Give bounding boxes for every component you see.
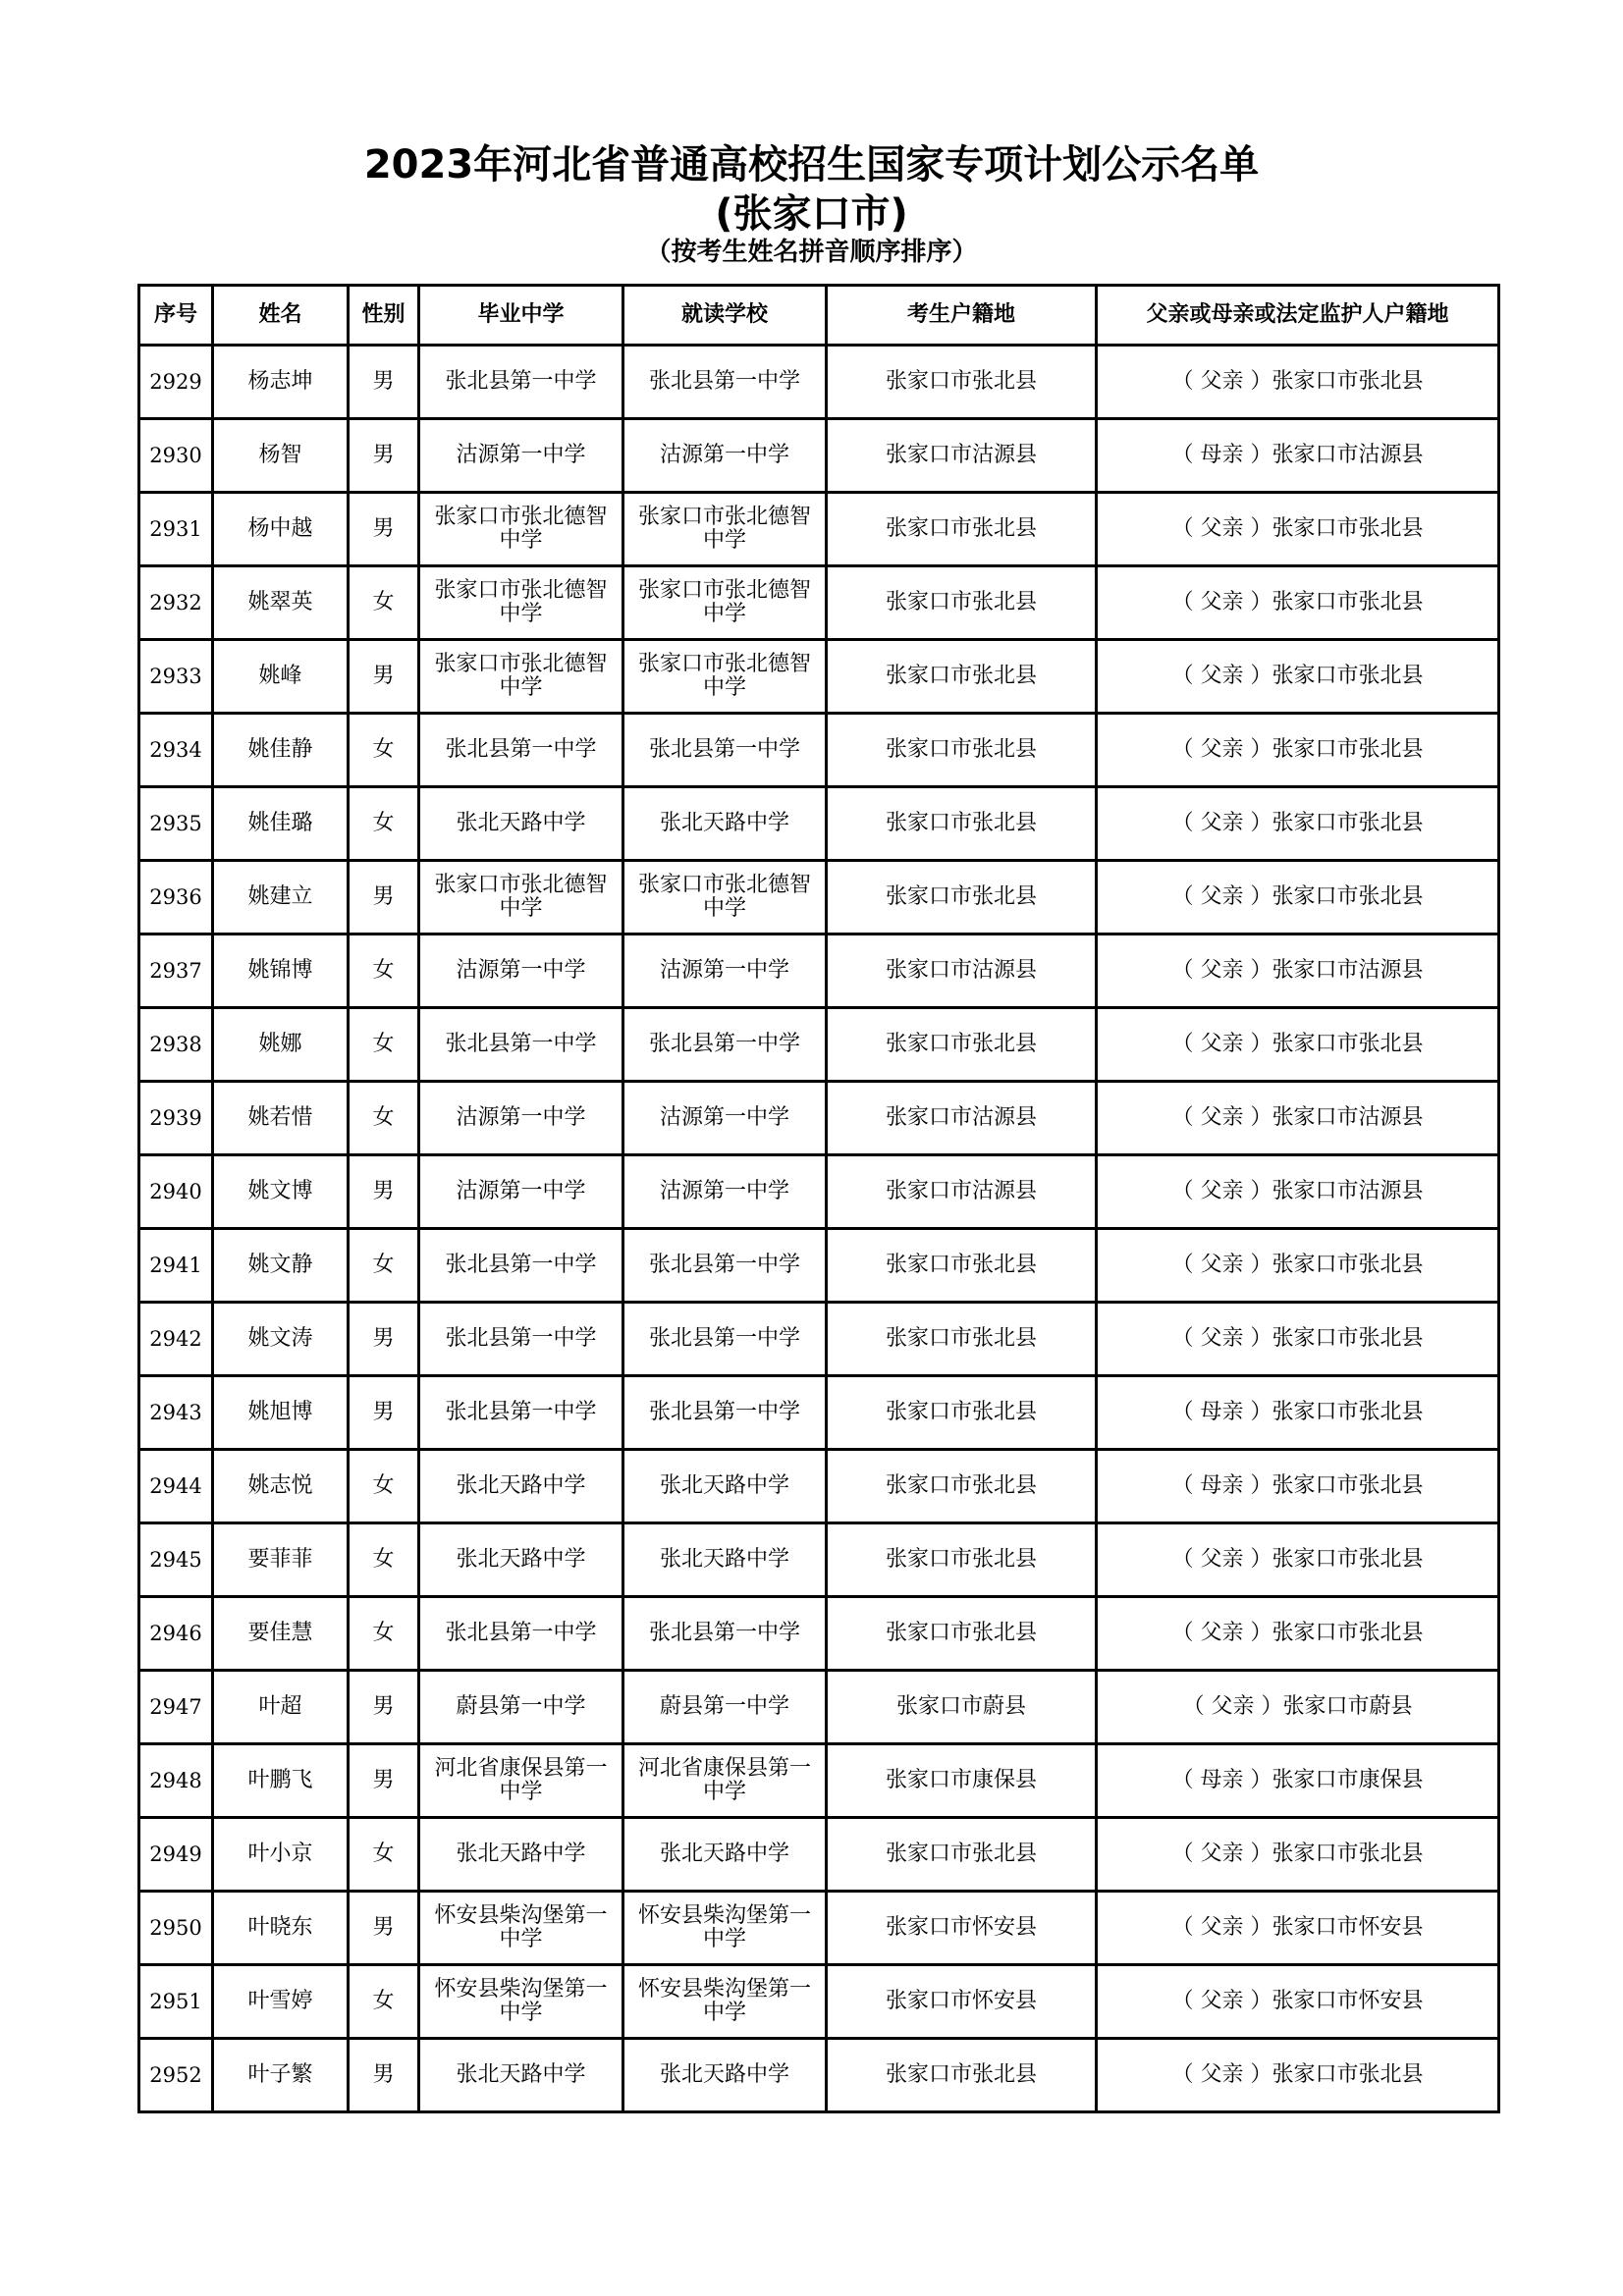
table-row [139,640,1499,714]
table-row [139,1303,1499,1376]
cell-graduation-school: 张北天路中学 [419,1523,623,1597]
cell-candidate-residence: 张家口市沽源县 [827,934,1097,1008]
candidate-table [137,284,1500,2113]
cell-graduation-school: 蔚县第一中学 [419,1671,623,1744]
cell-guardian-residence: （ 父亲 ）张家口市沽源县 [1097,1082,1499,1155]
cell-current-school: 张北天路中学 [623,1450,827,1523]
cell-graduation-school: 张北县第一中学 [419,346,623,419]
cell-graduation-school: 张北天路中学 [419,787,623,861]
cell-number: 2929 [139,346,213,419]
table-row [139,1523,1499,1597]
cell-guardian-residence: （ 父亲 ）张家口市张北县 [1097,1523,1499,1597]
cell-name: 叶超 [213,1671,349,1744]
cell-name: 杨智 [213,419,349,493]
cell-number: 2952 [139,2039,213,2112]
cell-name: 姚文静 [213,1229,349,1303]
cell-number: 2938 [139,1008,213,1082]
cell-guardian-residence: （ 父亲 ）张家口市张北县 [1097,1818,1499,1892]
cell-gender: 男 [349,1892,419,1965]
cell-number: 2948 [139,1744,213,1818]
column-current-school-header: 就读学校 [623,286,827,346]
cell-name: 姚旭博 [213,1376,349,1450]
column-graduation-school-header: 毕业中学 [419,286,623,346]
table-row [139,1671,1499,1744]
cell-current-school: 沽源第一中学 [623,419,827,493]
cell-name: 姚若惜 [213,1082,349,1155]
cell-candidate-residence: 张家口市张北县 [827,1376,1097,1450]
cell-current-school: 张北县第一中学 [623,714,827,787]
cell-graduation-school: 沽源第一中学 [419,934,623,1008]
cell-graduation-school: 张北县第一中学 [419,714,623,787]
cell-guardian-residence: （ 母亲 ）张家口市沽源县 [1097,419,1499,493]
cell-graduation-school: 张北县第一中学 [419,1303,623,1376]
cell-gender: 男 [349,1744,419,1818]
cell-graduation-school: 张家口市张北德智中学 [419,640,623,714]
cell-current-school: 张北县第一中学 [623,1597,827,1671]
cell-candidate-residence: 张家口市张北县 [827,1523,1097,1597]
cell-gender: 男 [349,493,419,566]
cell-guardian-residence: （ 父亲 ）张家口市张北县 [1097,346,1499,419]
table-row [139,1744,1499,1818]
cell-graduation-school: 张北县第一中学 [419,1229,623,1303]
cell-name: 姚翠英 [213,566,349,640]
cell-candidate-residence: 张家口市张北县 [827,346,1097,419]
cell-name: 要菲菲 [213,1523,349,1597]
cell-name: 叶小京 [213,1818,349,1892]
cell-number: 2947 [139,1671,213,1744]
cell-number: 2935 [139,787,213,861]
table-row [139,1965,1499,2039]
cell-guardian-residence: （ 父亲 ）张家口市张北县 [1097,1303,1499,1376]
cell-graduation-school: 怀安县柴沟堡第一中学 [419,1892,623,1965]
table-row [139,787,1499,861]
cell-name: 姚文博 [213,1155,349,1229]
cell-name: 叶鹏飞 [213,1744,349,1818]
column-number-header: 序号 [139,286,213,346]
cell-candidate-residence: 张家口市张北县 [827,566,1097,640]
table-row [139,1229,1499,1303]
document-subtitle: (张家口市) [715,191,908,237]
cell-candidate-residence: 张家口市沽源县 [827,1155,1097,1229]
cell-guardian-residence: （ 父亲 ）张家口市张北县 [1097,861,1499,934]
cell-number: 2945 [139,1523,213,1597]
table-row [139,493,1499,566]
cell-graduation-school: 河北省康保县第一中学 [419,1744,623,1818]
table-row [139,566,1499,640]
cell-current-school: 张北县第一中学 [623,346,827,419]
cell-candidate-residence: 张家口市张北县 [827,493,1097,566]
cell-number: 2933 [139,640,213,714]
cell-candidate-residence: 张家口市怀安县 [827,1892,1097,1965]
cell-current-school: 蔚县第一中学 [623,1671,827,1744]
cell-number: 2941 [139,1229,213,1303]
cell-gender: 女 [349,1597,419,1671]
cell-number: 2939 [139,1082,213,1155]
cell-name: 要佳慧 [213,1597,349,1671]
cell-current-school: 张北县第一中学 [623,1376,827,1450]
cell-gender: 女 [349,1450,419,1523]
cell-number: 2949 [139,1818,213,1892]
cell-number: 2934 [139,714,213,787]
cell-guardian-residence: （ 父亲 ）张家口市怀安县 [1097,1965,1499,2039]
cell-name: 杨志坤 [213,346,349,419]
cell-candidate-residence: 张家口市张北县 [827,1450,1097,1523]
cell-graduation-school: 张家口市张北德智中学 [419,493,623,566]
cell-guardian-residence: （ 父亲 ）张家口市沽源县 [1097,934,1499,1008]
cell-number: 2931 [139,493,213,566]
cell-candidate-residence: 张家口市张北县 [827,1303,1097,1376]
cell-candidate-residence: 张家口市康保县 [827,1744,1097,1818]
cell-current-school: 张北县第一中学 [623,1229,827,1303]
table-row [139,1008,1499,1082]
cell-graduation-school: 沽源第一中学 [419,419,623,493]
cell-graduation-school: 沽源第一中学 [419,1155,623,1229]
cell-current-school: 张北天路中学 [623,1523,827,1597]
cell-candidate-residence: 张家口市张北县 [827,1008,1097,1082]
table-row [139,934,1499,1008]
cell-gender: 女 [349,787,419,861]
cell-number: 2946 [139,1597,213,1671]
cell-number: 2944 [139,1450,213,1523]
cell-guardian-residence: （ 父亲 ）张家口市张北县 [1097,1597,1499,1671]
cell-graduation-school: 张北县第一中学 [419,1376,623,1450]
cell-guardian-residence: （ 父亲 ）张家口市张北县 [1097,1229,1499,1303]
cell-current-school: 张北县第一中学 [623,1008,827,1082]
cell-candidate-residence: 张家口市张北县 [827,2039,1097,2112]
cell-gender: 女 [349,1523,419,1597]
table-row [139,1450,1499,1523]
cell-current-school: 张家口市张北德智中学 [623,640,827,714]
cell-guardian-residence: （ 父亲 ）张家口市蔚县 [1097,1671,1499,1744]
cell-guardian-residence: （ 父亲 ）张家口市张北县 [1097,787,1499,861]
cell-name: 姚佳静 [213,714,349,787]
cell-current-school: 张家口市张北德智中学 [623,566,827,640]
cell-guardian-residence: （ 父亲 ）张家口市张北县 [1097,2039,1499,2112]
cell-graduation-school: 张北天路中学 [419,2039,623,2112]
cell-gender: 男 [349,1671,419,1744]
cell-guardian-residence: （ 父亲 ）张家口市张北县 [1097,1008,1499,1082]
cell-name: 杨中越 [213,493,349,566]
table-row [139,1376,1499,1450]
cell-graduation-school: 张北天路中学 [419,1450,623,1523]
cell-name: 姚志悦 [213,1450,349,1523]
cell-number: 2932 [139,566,213,640]
cell-gender: 女 [349,1229,419,1303]
cell-candidate-residence: 张家口市张北县 [827,1229,1097,1303]
cell-gender: 男 [349,346,419,419]
cell-current-school: 张家口市张北德智中学 [623,493,827,566]
cell-candidate-residence: 张家口市张北县 [827,1818,1097,1892]
cell-gender: 男 [349,2039,419,2112]
table-row [139,1892,1499,1965]
cell-candidate-residence: 张家口市张北县 [827,714,1097,787]
cell-current-school: 沽源第一中学 [623,934,827,1008]
cell-current-school: 沽源第一中学 [623,1155,827,1229]
cell-guardian-residence: （ 母亲 ）张家口市康保县 [1097,1744,1499,1818]
cell-number: 2930 [139,419,213,493]
cell-candidate-residence: 张家口市怀安县 [827,1965,1097,2039]
cell-gender: 男 [349,419,419,493]
cell-candidate-residence: 张家口市张北县 [827,787,1097,861]
table-row [139,714,1499,787]
cell-gender: 男 [349,1155,419,1229]
cell-gender: 女 [349,1082,419,1155]
cell-graduation-school: 张北县第一中学 [419,1008,623,1082]
table-row [139,419,1499,493]
cell-current-school: 怀安县柴沟堡第一中学 [623,1965,827,2039]
table-row [139,1082,1499,1155]
cell-number: 2942 [139,1303,213,1376]
column-guardian-residence-header: 父亲或母亲或法定监护人户籍地 [1097,286,1499,346]
cell-gender: 女 [349,566,419,640]
cell-graduation-school: 张北天路中学 [419,1818,623,1892]
cell-current-school: 河北省康保县第一中学 [623,1744,827,1818]
cell-candidate-residence: 张家口市张北县 [827,861,1097,934]
column-name-header: 姓名 [213,286,349,346]
cell-current-school: 怀安县柴沟堡第一中学 [623,1892,827,1965]
cell-current-school: 沽源第一中学 [623,1082,827,1155]
cell-gender: 男 [349,1303,419,1376]
sort-note: （按考生姓名拼音顺序排序） [645,238,978,267]
cell-graduation-school: 怀安县柴沟堡第一中学 [419,1965,623,2039]
cell-graduation-school: 张家口市张北德智中学 [419,861,623,934]
table-row [139,861,1499,934]
cell-name: 姚娜 [213,1008,349,1082]
cell-gender: 女 [349,934,419,1008]
cell-name: 姚建立 [213,861,349,934]
cell-name: 姚锦博 [213,934,349,1008]
cell-number: 2940 [139,1155,213,1229]
cell-name: 姚文涛 [213,1303,349,1376]
cell-name: 姚峰 [213,640,349,714]
document-title: 2023年河北省普通高校招生国家专项计划公示名单 [363,142,1260,187]
cell-gender: 女 [349,714,419,787]
cell-guardian-residence: （ 母亲 ）张家口市张北县 [1097,1450,1499,1523]
cell-candidate-residence: 张家口市蔚县 [827,1671,1097,1744]
cell-current-school: 张北县第一中学 [623,1303,827,1376]
cell-candidate-residence: 张家口市沽源县 [827,419,1097,493]
cell-graduation-school: 沽源第一中学 [419,1082,623,1155]
table-row [139,1818,1499,1892]
cell-candidate-residence: 张家口市沽源县 [827,1082,1097,1155]
table-row [139,2039,1499,2112]
cell-candidate-residence: 张家口市张北县 [827,1597,1097,1671]
table-row [139,1155,1499,1229]
cell-name: 叶晓东 [213,1892,349,1965]
cell-name: 叶雪婷 [213,1965,349,2039]
cell-guardian-residence: （ 父亲 ）张家口市张北县 [1097,493,1499,566]
cell-current-school: 张家口市张北德智中学 [623,861,827,934]
cell-candidate-residence: 张家口市张北县 [827,640,1097,714]
cell-guardian-residence: （ 父亲 ）张家口市张北县 [1097,714,1499,787]
cell-gender: 男 [349,640,419,714]
table-row [139,346,1499,419]
cell-gender: 女 [349,1008,419,1082]
cell-guardian-residence: （ 父亲 ）张家口市沽源县 [1097,1155,1499,1229]
cell-guardian-residence: （ 父亲 ）张家口市张北县 [1097,566,1499,640]
cell-graduation-school: 张家口市张北德智中学 [419,566,623,640]
cell-guardian-residence: （ 父亲 ）张家口市怀安县 [1097,1892,1499,1965]
table-header-row [139,286,1499,346]
cell-gender: 男 [349,1376,419,1450]
cell-guardian-residence: （ 母亲 ）张家口市张北县 [1097,1376,1499,1450]
cell-name: 姚佳璐 [213,787,349,861]
table-row [139,1597,1499,1671]
cell-guardian-residence: （ 父亲 ）张家口市张北县 [1097,640,1499,714]
column-gender-header: 性别 [349,286,419,346]
cell-current-school: 张北天路中学 [623,1818,827,1892]
cell-gender: 男 [349,861,419,934]
cell-number: 2936 [139,861,213,934]
cell-gender: 女 [349,1965,419,2039]
cell-number: 2951 [139,1965,213,2039]
cell-name: 叶子繁 [213,2039,349,2112]
cell-number: 2950 [139,1892,213,1965]
column-candidate-residence-header: 考生户籍地 [827,286,1097,346]
cell-number: 2937 [139,934,213,1008]
cell-number: 2943 [139,1376,213,1450]
cell-graduation-school: 张北县第一中学 [419,1597,623,1671]
cell-current-school: 张北天路中学 [623,787,827,861]
cell-gender: 女 [349,1818,419,1892]
cell-current-school: 张北天路中学 [623,2039,827,2112]
